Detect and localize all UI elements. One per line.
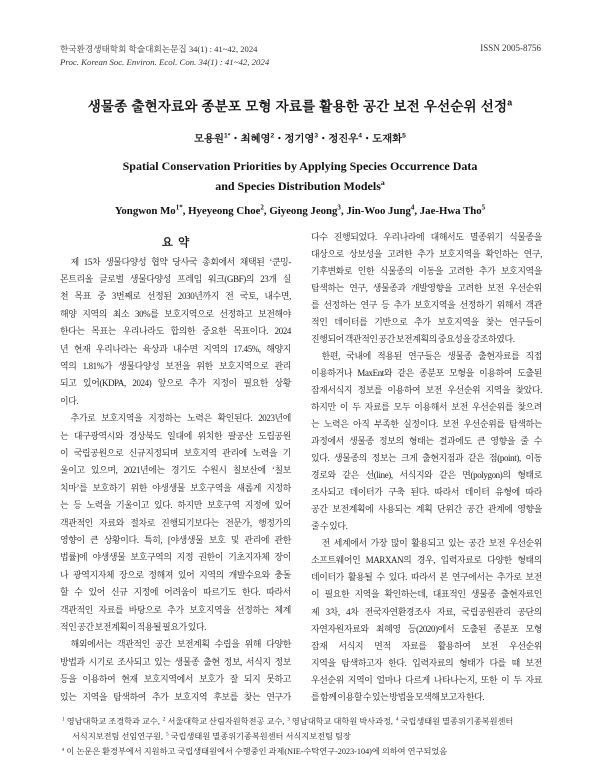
abstract-line: 적인 데이터를 기반으로 추가 보호지역을 찾는 연구들이 bbox=[311, 316, 542, 327]
right-column bbox=[311, 229, 542, 706]
abstract-paragraph bbox=[311, 229, 542, 348]
abstract-line: 는 등 노력을 기울이고 있다. 하지만 보호구역 지정에 있어 bbox=[60, 500, 291, 511]
abstract-line: 해양 지역의 최소 30%를 보호지역으로 선정하고 보전해야 bbox=[60, 308, 291, 319]
abstract-line: 과정에서 생물종 정보의 형태는 결과에도 큰 영향을 줄 수 bbox=[311, 436, 542, 447]
footnote-text: 서울대학교 산림자원학전공 교수, bbox=[167, 717, 285, 726]
author-name: Yongwon Mo bbox=[114, 205, 176, 217]
abstract-line: 다수 진행되었다. 우리나라에 대해서도 멸종위기 식물종을 bbox=[311, 231, 542, 242]
footnote-affiliation bbox=[166, 732, 351, 741]
affiliation-mark: 4 bbox=[358, 132, 362, 140]
affiliation-mark: 5 bbox=[481, 203, 486, 212]
footnote-affiliation bbox=[287, 717, 393, 726]
abstract-line: 하지만 이 두 자료를 모두 이용해서 보전 우선순위를 찾으려 bbox=[311, 401, 542, 412]
author-name: 정진우 bbox=[328, 134, 359, 145]
issn: ISSN 2005-8756 bbox=[480, 43, 541, 53]
abstract-line: 영향이 큰 상황이다. 특히, [야생생물 보호 및 관리에 관한 bbox=[60, 535, 291, 545]
abstract-line: 잠재 서식지 면적 자료를 활용하여 보전 우선순위 bbox=[311, 640, 542, 651]
affiliation-mark: 1* bbox=[175, 203, 183, 212]
abstract-line: 몬트리올 글로벌 생물다양성 프레임 워크(GBF)의 23개 실 bbox=[60, 273, 291, 284]
abstract-line: 경로와 같은 선(line), 서식지와 같은 면(polygon)의 형태로 bbox=[311, 470, 542, 481]
journal-name-korean: 한국환경생태학회 학술대회논문집 34(1) : 41~42, 2024 bbox=[60, 44, 258, 54]
footnote-mark: 1 bbox=[62, 716, 65, 723]
affiliation-mark: 2 bbox=[260, 203, 264, 212]
footnote-text: 국립생태원 멸종위기종복원센터 bbox=[400, 717, 514, 726]
footnote-text: 영남대학교 조경학과 교수, bbox=[66, 717, 160, 726]
affiliation-mark: 1* bbox=[224, 132, 231, 140]
footnote-mark: 5 bbox=[165, 731, 169, 738]
abstract-line: 등을 이용하여 현재 보호지역에서 보호가 잘 되지 못하고 bbox=[60, 674, 291, 685]
title-text: 생물종 출현자료와 종분포 모형 자료를 활용한 공간 보전 우선순위 선정 bbox=[87, 99, 508, 114]
abstract-line: 이 국립공원으로 신규지정되며 보호지역 관리에 노력을 기 bbox=[60, 447, 291, 458]
author-separator: ・ bbox=[230, 134, 241, 145]
abstract-line: 줄 수 있다. bbox=[311, 521, 348, 532]
abstract-line: 되고 있어(KDPA, 2024) 앞으로 추가 지정이 필요한 상황 bbox=[60, 378, 291, 389]
title-footnote-mark: a bbox=[507, 97, 513, 108]
abstract-line: 공간 보전계획에 사용되는 계획 단위간 공간 관계에 영향을 bbox=[311, 504, 542, 515]
author-name: Jin-Woo Jung bbox=[346, 205, 411, 217]
abstract-line: 객관적인 자료와 절차로 진행되기보다는 전문가, 행정가의 bbox=[60, 517, 291, 528]
left-column bbox=[60, 254, 291, 707]
abstract-line: 탐색하는 연구, 생물종과 개발영향을 고려한 보전 우선순위 bbox=[311, 282, 542, 293]
affiliation-mark: 3 bbox=[337, 203, 341, 212]
abstract-line: 치마’를 보호하기 위한 야생생물 보호구역을 새롭게 지정하 bbox=[60, 482, 291, 493]
footnote-text: 영남대학교 대학원 박사과정, bbox=[291, 717, 393, 726]
journal-name-english: Proc. Korean Soc. Environ. Ecol. Con. 34(1) : 41~42, 2024 bbox=[60, 57, 270, 67]
abstract-line: 추가로 보호지역을 지정하는 노력은 확인된다. 2023년에 bbox=[70, 413, 291, 424]
abstract-line: 천 목표 중 3번째로 선정된 2030년까지 전 국토, 내수면, bbox=[60, 291, 291, 302]
abstract-line: 는 대구광역시와 경상북도 일대에 위치한 팔공산 도립공원 bbox=[60, 430, 291, 441]
abstract-paragraph bbox=[60, 254, 291, 411]
footnote-line bbox=[62, 729, 544, 744]
affiliation-mark: 5 bbox=[402, 132, 406, 140]
footnote-text: 국립생태원 멸종위기종복원센터 서식지보전팀 팀장 bbox=[170, 732, 351, 741]
abstract-line: 이다. bbox=[60, 395, 79, 406]
abstract-line: 진행되어 객관적인 공간 보전계획의 중요성을 강조하였다. bbox=[311, 333, 515, 344]
affiliation-mark: 4 bbox=[410, 203, 415, 212]
abstract-line: 있다. 생물종의 정보는 크게 출현지점과 같은 점(point), 이동 bbox=[311, 453, 542, 464]
author-separator: ・ bbox=[318, 134, 329, 145]
abstract-line: 자연자원자료와 최혜영 등(2020)에서 도출된 종분포 모형 bbox=[311, 623, 542, 634]
abstract-line: 대상으로 상보성을 고려한 추가 보호지역을 확인하는 연구, bbox=[311, 248, 542, 259]
abstract-line: 제 15차 생물다양성 협약 당사국 총회에서 채택된 ‘쿤밍- bbox=[70, 256, 291, 267]
abstract-line: 울이고 있으며, 2021년에는 경기도 수원시 칠보산에 ‘칠보 bbox=[60, 465, 291, 476]
footnote-mark: 3 bbox=[287, 716, 290, 723]
abstract-line: 전 세계에서 가장 많이 활용되고 있는 공간 보전 우선순위 bbox=[321, 538, 542, 549]
footnote-mark: 4 bbox=[395, 716, 399, 723]
author-name: 모용원 bbox=[194, 134, 224, 145]
paper-title-korean bbox=[0, 95, 600, 115]
author-name: 정기영 bbox=[284, 134, 315, 145]
title-english-line: Spatial Conservation Priorities by Applying Species Occurrence Data bbox=[122, 159, 478, 173]
author-name: 최혜영 bbox=[240, 134, 271, 145]
abstract-paragraph bbox=[60, 410, 291, 636]
footnotes bbox=[62, 714, 544, 759]
abstract-line: 제 3차, 4차 전국자연환경조사 자료, 국립공원관리 공단의 bbox=[311, 606, 542, 617]
abstract-line: 를 함께 이용할 수 있는 방법을 모색해 보고자 한다. bbox=[311, 691, 485, 702]
abstract-line: 할 수 있어 신규 지정에 어려움이 따르기도 한다. 따라서 bbox=[60, 587, 291, 598]
author-separator: ・ bbox=[274, 134, 285, 145]
abstract-line: 객관적인 자료를 바탕으로 추가 보호지역을 선정하는 체계 bbox=[60, 604, 291, 615]
abstract-paragraph bbox=[311, 348, 542, 536]
abstract-line: 해외에서는 객관적인 공간 보전계획 수립을 위해 다양한 bbox=[70, 639, 291, 650]
abstract-line: 년 현재 우리나라는 육상과 내수면 지역의 17.45%, 해양지 bbox=[60, 343, 291, 354]
author-name: 도재화 bbox=[372, 134, 403, 145]
abstract-line: 한다는 목표는 우리나라도 합의한 중요한 목표이다. 2024 bbox=[60, 326, 291, 337]
abstract-line: 소프트웨어인 MARXAN의 경우, 입력자료로 다양한 형태의 bbox=[311, 555, 542, 566]
footnote-affiliation bbox=[163, 717, 285, 726]
abstract-paragraph bbox=[311, 535, 542, 705]
title-english-text: and Species Distribution Models bbox=[215, 179, 381, 193]
abstract-heading: 요 약 bbox=[161, 237, 190, 249]
footnote-affiliation bbox=[396, 717, 514, 726]
abstract-line: 방법과 시기로 조사되고 있는 생물종 출현 정보, 서식지 정보 bbox=[60, 656, 291, 667]
abstract-line: 기후변화로 인한 식물종의 이동을 고려한 추가 보호지역을 bbox=[311, 265, 542, 276]
author-list-korean bbox=[0, 130, 600, 145]
abstract-line: 한편, 국내에 적용된 연구들은 생물종 출현자료를 직접 bbox=[321, 350, 542, 361]
author-name: Hyeyeong Choe bbox=[188, 205, 261, 217]
affiliation-mark: 3 bbox=[314, 132, 319, 140]
author-separator: , bbox=[182, 205, 189, 217]
funding-footnote bbox=[62, 744, 544, 759]
abstract-line: 적인 공간 보전계획이 적용될 필요가 있다. bbox=[60, 622, 207, 633]
footnote-mark: 2 bbox=[162, 716, 166, 723]
footnote-line bbox=[62, 714, 544, 729]
author-separator: ・ bbox=[361, 134, 373, 145]
footnote-text: 이 논문은 환경부에서 지원하고 국립생태원에서 수행중인 과제(NIE-수탁연구-2023-104)에 의하여 연구되었음 bbox=[66, 747, 448, 756]
title-footnote-mark: a bbox=[380, 178, 385, 187]
author-list-english bbox=[0, 205, 600, 217]
title-english-line bbox=[0, 176, 600, 196]
abstract-line: 역의 1.81%가 생물다양성 보전을 위한 보호지역으로 관리 bbox=[60, 360, 291, 371]
footnote-affiliation bbox=[62, 717, 160, 726]
abstract-line: 잠재서식지 정보를 이용하여 보전 우선순위 지역을 찾았다. bbox=[311, 384, 542, 395]
abstract-line: 지역을 탐색하고자 한다. 입력자료의 형태가 다를 때 보전 bbox=[311, 657, 542, 668]
footnote-text: 서식지보전팀 선임연구원, bbox=[72, 732, 164, 741]
footnote-affiliation bbox=[72, 732, 163, 741]
abstract-line: 를 선정하는 연구 등 추가 보호지역을 선정하기 위해서 객관 bbox=[311, 299, 542, 310]
author-name: Jae-Hwa Tho bbox=[419, 205, 482, 217]
abstract-line: 이용하거나 MaxEnt와 같은 종분포 모형을 이용하여 도출된 bbox=[311, 367, 542, 378]
abstract-line: 우선순위 지역이 얼마나 다르게 나타나는지, 또한 이 두 자료 bbox=[311, 674, 542, 685]
paper-title-english bbox=[0, 156, 600, 196]
abstract-line: 있는 지역을 탐색하여 추가 보호지역 후보를 찾는 연구가 bbox=[60, 691, 291, 702]
abstract-line: 조사되고 데이터가 구축 된다. 따라서 데이터 유형에 따라 bbox=[311, 487, 542, 498]
abstract-line: 데이터가 활용될 수 있다. 따라서 본 연구에서는 추가로 보전 bbox=[311, 572, 542, 583]
author-separator: , bbox=[414, 205, 420, 217]
affiliation-mark: 2 bbox=[270, 132, 275, 140]
abstract-line: 이 필요한 지역을 확인하는데, 대표적인 생물종 출현자료인 bbox=[311, 589, 542, 600]
abstract-line: 는 노력은 아직 부족한 실정이다. 보전 우선순위를 탐색하는 bbox=[311, 419, 542, 430]
author-name: Giyeong Jeong bbox=[269, 205, 338, 217]
author-separator: , bbox=[340, 205, 347, 217]
author-separator: , bbox=[263, 205, 270, 217]
affiliation-footnotes bbox=[62, 714, 544, 744]
abstract-paragraph bbox=[60, 636, 291, 706]
abstract-line: 나 광역지자체 장으로 정해져 있어 지역의 개발수요와 충돌 bbox=[60, 569, 291, 580]
abstract-line: 법률]에 야생생물 보호구역의 지정 권한이 기초지자체 장이 bbox=[60, 552, 291, 563]
footnote-mark: a bbox=[62, 746, 65, 753]
